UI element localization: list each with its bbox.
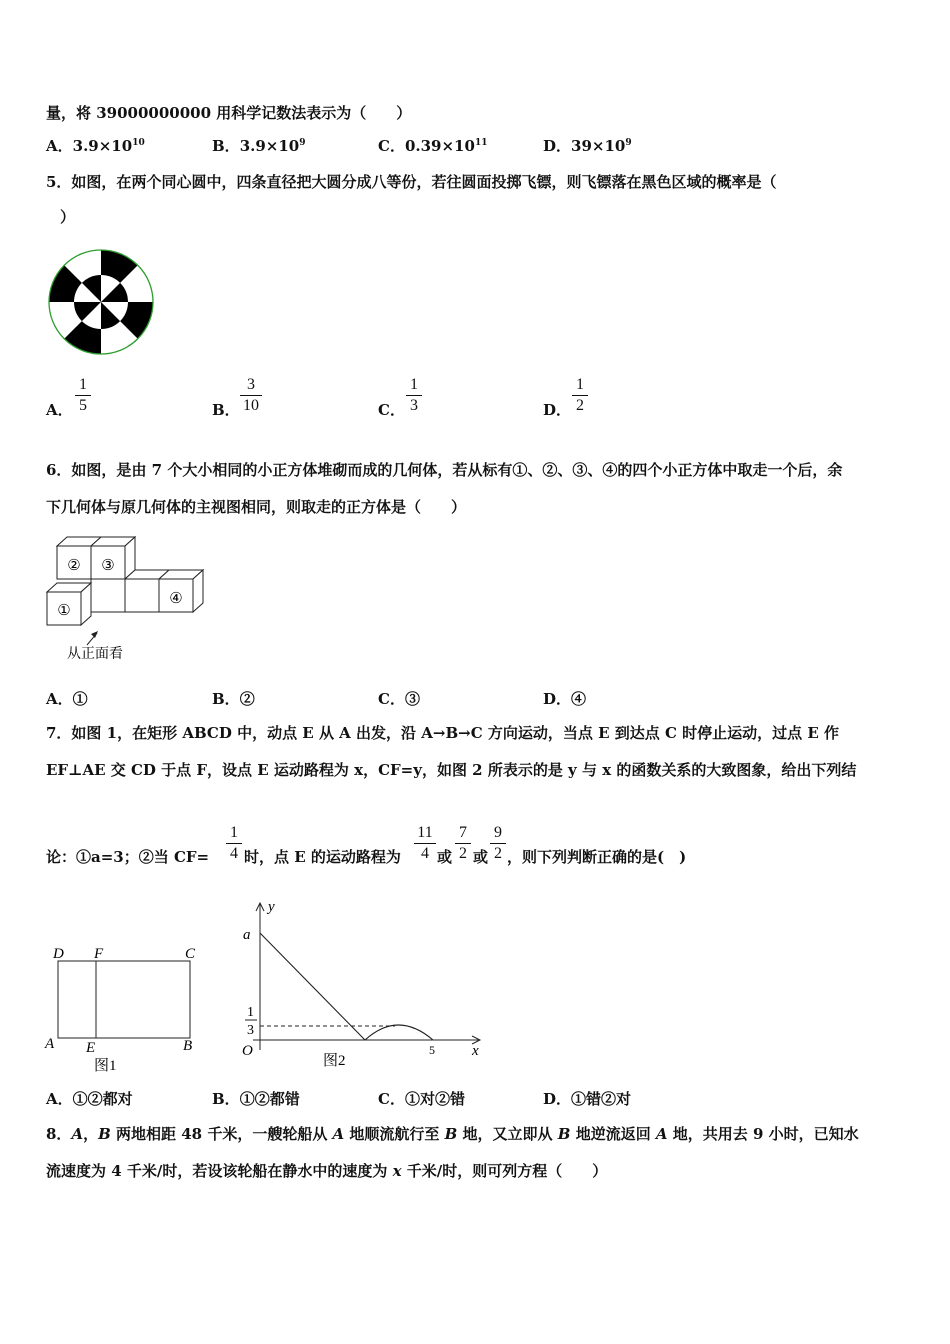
a-value-label: a xyxy=(243,927,251,943)
q5-option-d-fraction: 1 2 xyxy=(572,376,588,415)
q7-stem-line3d: 或 xyxy=(473,848,489,866)
point-e-label: E xyxy=(86,1040,96,1056)
q6-option-a: A．① xyxy=(46,690,88,708)
q7-stem-line3a: 论：①a=3；②当 CF= xyxy=(46,848,210,866)
cube-1-label: ① xyxy=(57,603,71,619)
q6-option-b: B．② xyxy=(212,690,255,708)
origin-label: O xyxy=(242,1043,253,1059)
x-five-label: 5 xyxy=(429,1043,435,1057)
graph-line-segment xyxy=(260,933,365,1040)
q6-stem-line1: 6．如图，是由 7 个大小相同的小正方体堆砌而成的几何体，若从标有①、②、③、④的四个小正方体中取走一个后，余 xyxy=(46,461,843,479)
q7-fraction-11-4: 11 4 xyxy=(414,824,436,863)
q5-option-c-fraction: 1 3 xyxy=(406,376,422,415)
q7-option-a: A．①②都对 xyxy=(46,1090,133,1108)
figure-1-caption: 图1 xyxy=(94,1058,117,1074)
q5-option-a-fraction: 1 5 xyxy=(75,376,91,415)
point-b-label: B xyxy=(183,1038,193,1054)
q4-option-c: C．$0.39\times 10^{11}$ xyxy=(378,137,488,155)
q7-option-d: D．①错②对 xyxy=(543,1090,632,1108)
q7-stem-line2: EF⊥AE 交 CD 于点 F，设点 E 运动路程为 x，CF=y，如图 2 所表示的是 y 与 x 的函数关系的大致图象，给出下列结 xyxy=(46,761,857,779)
q8-stem-line1: 8．A，B 两地相距 48 千米，一艘轮船从 A 地顺流航行至 B 地，又立即从 B 地逆流返回 A 地，共用去 9 小时，已知水 xyxy=(46,1125,859,1143)
one-third-denominator: 3 xyxy=(247,1023,254,1038)
q7-fraction-cf: 1 4 xyxy=(226,824,242,863)
q7-figure-2 xyxy=(235,895,490,1075)
q5-option-b-fraction: 3 10 xyxy=(240,376,262,415)
q5-stem-line2: ） xyxy=(60,208,76,226)
graph-curve-segment xyxy=(365,1025,433,1040)
one-third-numerator: 1 xyxy=(247,1005,254,1020)
q4-option-b: B．$3.9\times 10^9$ xyxy=(212,137,306,155)
q7-stem-line3c: 或 xyxy=(437,848,453,866)
q7-stem-line3b: 时，点 E 的运动路程为 xyxy=(244,848,401,866)
cube-4-label: ④ xyxy=(169,591,183,607)
q6-option-d: D．④ xyxy=(543,690,587,708)
q5-stem-line1: 5．如图，在两个同心圆中，四条直径把大圆分成八等份，若往圆面投掷飞镖，则飞镖落在黑色区域的概率是（ xyxy=(46,173,777,191)
q7-option-b: B．①②都错 xyxy=(212,1090,300,1108)
q6-stem-line2: 下几何体与原几何体的主视图相同，则取走的正方体是（ ） xyxy=(46,498,467,516)
q4-option-d: D．$39\times 10^9$ xyxy=(543,137,632,155)
q5-target-figure xyxy=(46,248,156,358)
q4-stem: 量，将 39000000000 用科学记数法表示为（ ） xyxy=(46,104,412,122)
q7-fraction-7-2: 7 2 xyxy=(455,824,471,863)
view-arrowhead-icon xyxy=(91,631,98,638)
q7-stem-line1: 7．如图 1，在矩形 ABCD 中，动点 E 从 A 出发，沿 A→B→C 方向运动，当点 E 到达点 C 时停止运动，过点 E 作 xyxy=(46,724,840,742)
q5-option-a-label: A． xyxy=(46,401,73,419)
q5-option-b-label: B． xyxy=(212,401,240,419)
q6-cubes-figure xyxy=(40,532,220,667)
y-axis-label: y xyxy=(268,899,275,915)
cube-3-label: ③ xyxy=(101,558,115,574)
cube-2-label: ② xyxy=(67,558,81,574)
point-f-label: F xyxy=(94,946,104,962)
q5-option-c-label: C． xyxy=(378,401,405,419)
q7-fraction-9-2: 9 2 xyxy=(490,824,506,863)
view-direction-label: 从正面看 xyxy=(67,647,123,662)
figure-2-caption: 图2 xyxy=(323,1053,346,1069)
q7-figure-1 xyxy=(40,940,210,1075)
q4-option-a: A．$3.9\times 10^{10}$ xyxy=(46,137,145,155)
x-axis-label: x xyxy=(472,1043,479,1059)
point-c-label: C xyxy=(185,946,196,962)
q7-stem-line3e: ，则下列判断正确的是( ) xyxy=(507,848,687,866)
q8-stem-line2: 流速度为 4 千米/时，若设该轮船在静水中的速度为 x 千米/时，则可列方程（ ） xyxy=(46,1162,608,1180)
q7-option-c: C．①对②错 xyxy=(378,1090,465,1108)
q5-option-d-label: D． xyxy=(543,401,572,419)
point-d-label: D xyxy=(53,946,64,962)
point-a-label: A xyxy=(45,1036,55,1052)
q6-option-c: C．③ xyxy=(378,690,420,708)
